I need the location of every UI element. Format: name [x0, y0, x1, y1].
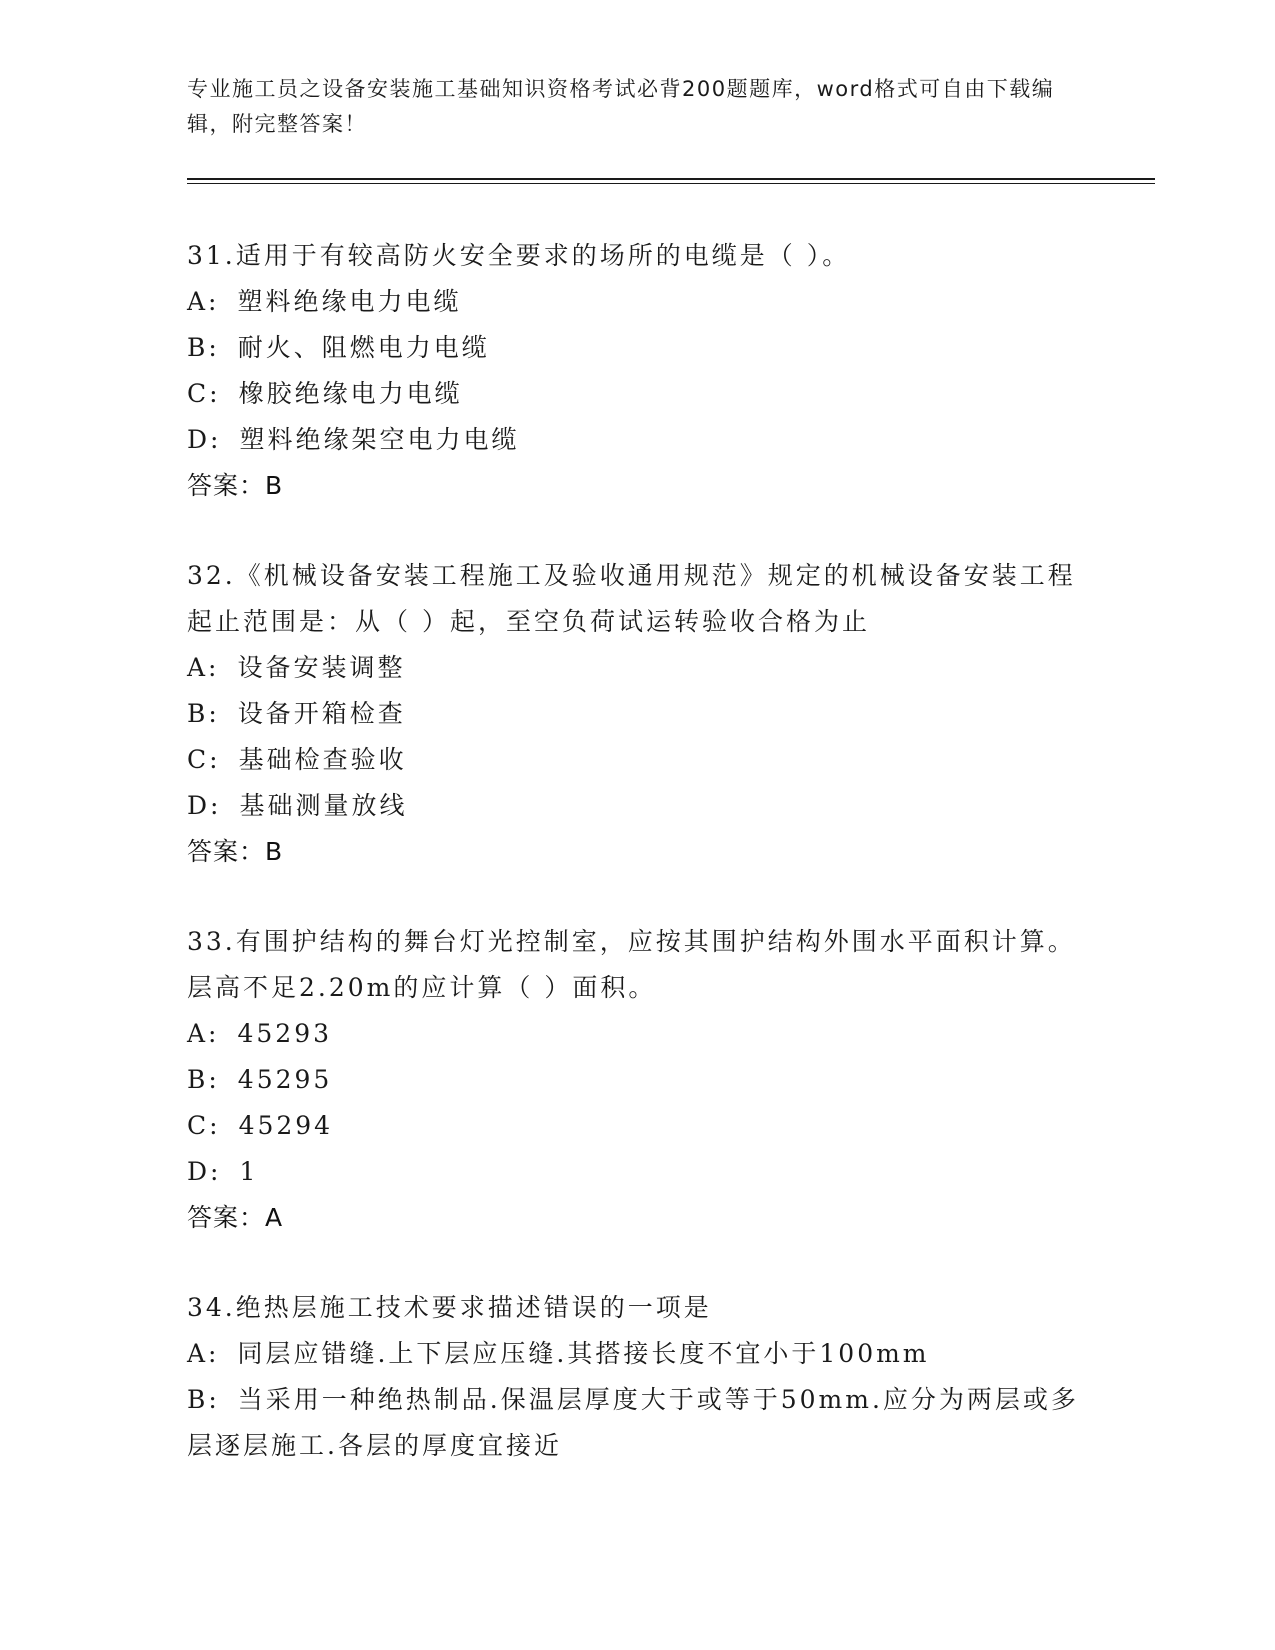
option-text: 45294 — [238, 1111, 334, 1140]
question-31 — [187, 233, 1087, 509]
option-d — [187, 1149, 1087, 1195]
option-a — [187, 279, 1087, 325]
option-key: D: — [187, 791, 222, 820]
option-b — [187, 691, 1087, 737]
header-divider-thick — [187, 178, 1155, 180]
question-34 — [187, 1285, 1087, 1469]
answer-line: 答案：A — [187, 1203, 284, 1232]
option-a — [187, 1011, 1087, 1057]
option-key: B: — [187, 1065, 220, 1094]
option-text: 耐火、阻燃电力电缆 — [237, 333, 490, 362]
option-text: 设备开箱检查 — [237, 699, 406, 728]
option-text: 基础检查验收 — [238, 745, 407, 774]
question-33 — [187, 919, 1087, 1241]
option-key: B: — [187, 699, 220, 728]
question-stem: 34.绝热层施工技术要求描述错误的一项是 — [187, 1293, 712, 1322]
option-d — [187, 783, 1087, 829]
option-key: C: — [187, 379, 221, 408]
option-c — [187, 737, 1087, 783]
option-b — [187, 325, 1087, 371]
answer-line: 答案：B — [187, 837, 284, 866]
option-text: 当采用一种绝热制品.保温层厚度大于或等于50mm.应分为两层或多层逐层施工.各层的厚度宜接近 — [187, 1385, 1079, 1460]
option-key: B: — [187, 333, 220, 362]
question-stem: 33.有围护结构的舞台灯光控制室，应按其围护结构外围水平面积计算。层高不足2.20m的应计算（ ）面积。 — [187, 927, 1076, 1002]
question-stem: 32.《机械设备安装工程施工及验收通用规范》规定的机械设备安装工程起止范围是：从（ ）起，至空负荷试运转验收合格为止 — [187, 561, 1076, 636]
option-key: C: — [187, 745, 221, 774]
option-b — [187, 1057, 1087, 1103]
option-c — [187, 1103, 1087, 1149]
option-key: A: — [187, 1019, 220, 1048]
option-text: 塑料绝缘架空电力电缆 — [239, 425, 520, 454]
option-d — [187, 417, 1087, 463]
option-text: 设备安装调整 — [237, 653, 406, 682]
option-key: B: — [187, 1385, 220, 1414]
option-text: 同层应错缝.上下层应压缝.其搭接长度不宜小于100mm — [237, 1339, 930, 1368]
option-c — [187, 371, 1087, 417]
option-b — [187, 1377, 1087, 1469]
option-a — [187, 1331, 1087, 1377]
option-key: D: — [187, 425, 222, 454]
question-32 — [187, 553, 1087, 875]
option-text: 塑料绝缘电力电缆 — [237, 287, 462, 316]
option-text: 1 — [239, 1157, 259, 1186]
answer-line: 答案：B — [187, 471, 284, 500]
question-stem: 31.适用于有较高防火安全要求的场所的电缆是（ ）。 — [187, 241, 851, 270]
option-key: A: — [187, 1339, 220, 1368]
option-key: D: — [187, 1157, 222, 1186]
option-a — [187, 645, 1087, 691]
option-key: C: — [187, 1111, 221, 1140]
option-text: 45293 — [237, 1019, 333, 1048]
header-divider-thin — [187, 183, 1155, 184]
option-key: A: — [187, 287, 220, 316]
option-key: A: — [187, 653, 220, 682]
option-text: 基础测量放线 — [239, 791, 408, 820]
option-text: 45295 — [237, 1065, 333, 1094]
question-list — [187, 233, 1087, 1513]
document-header: 专业施工员之设备安装施工基础知识资格考试必背200题题库，word格式可自由下载编辑，附完整答案！ — [187, 77, 1055, 136]
option-text: 橡胶绝缘电力电缆 — [238, 379, 463, 408]
